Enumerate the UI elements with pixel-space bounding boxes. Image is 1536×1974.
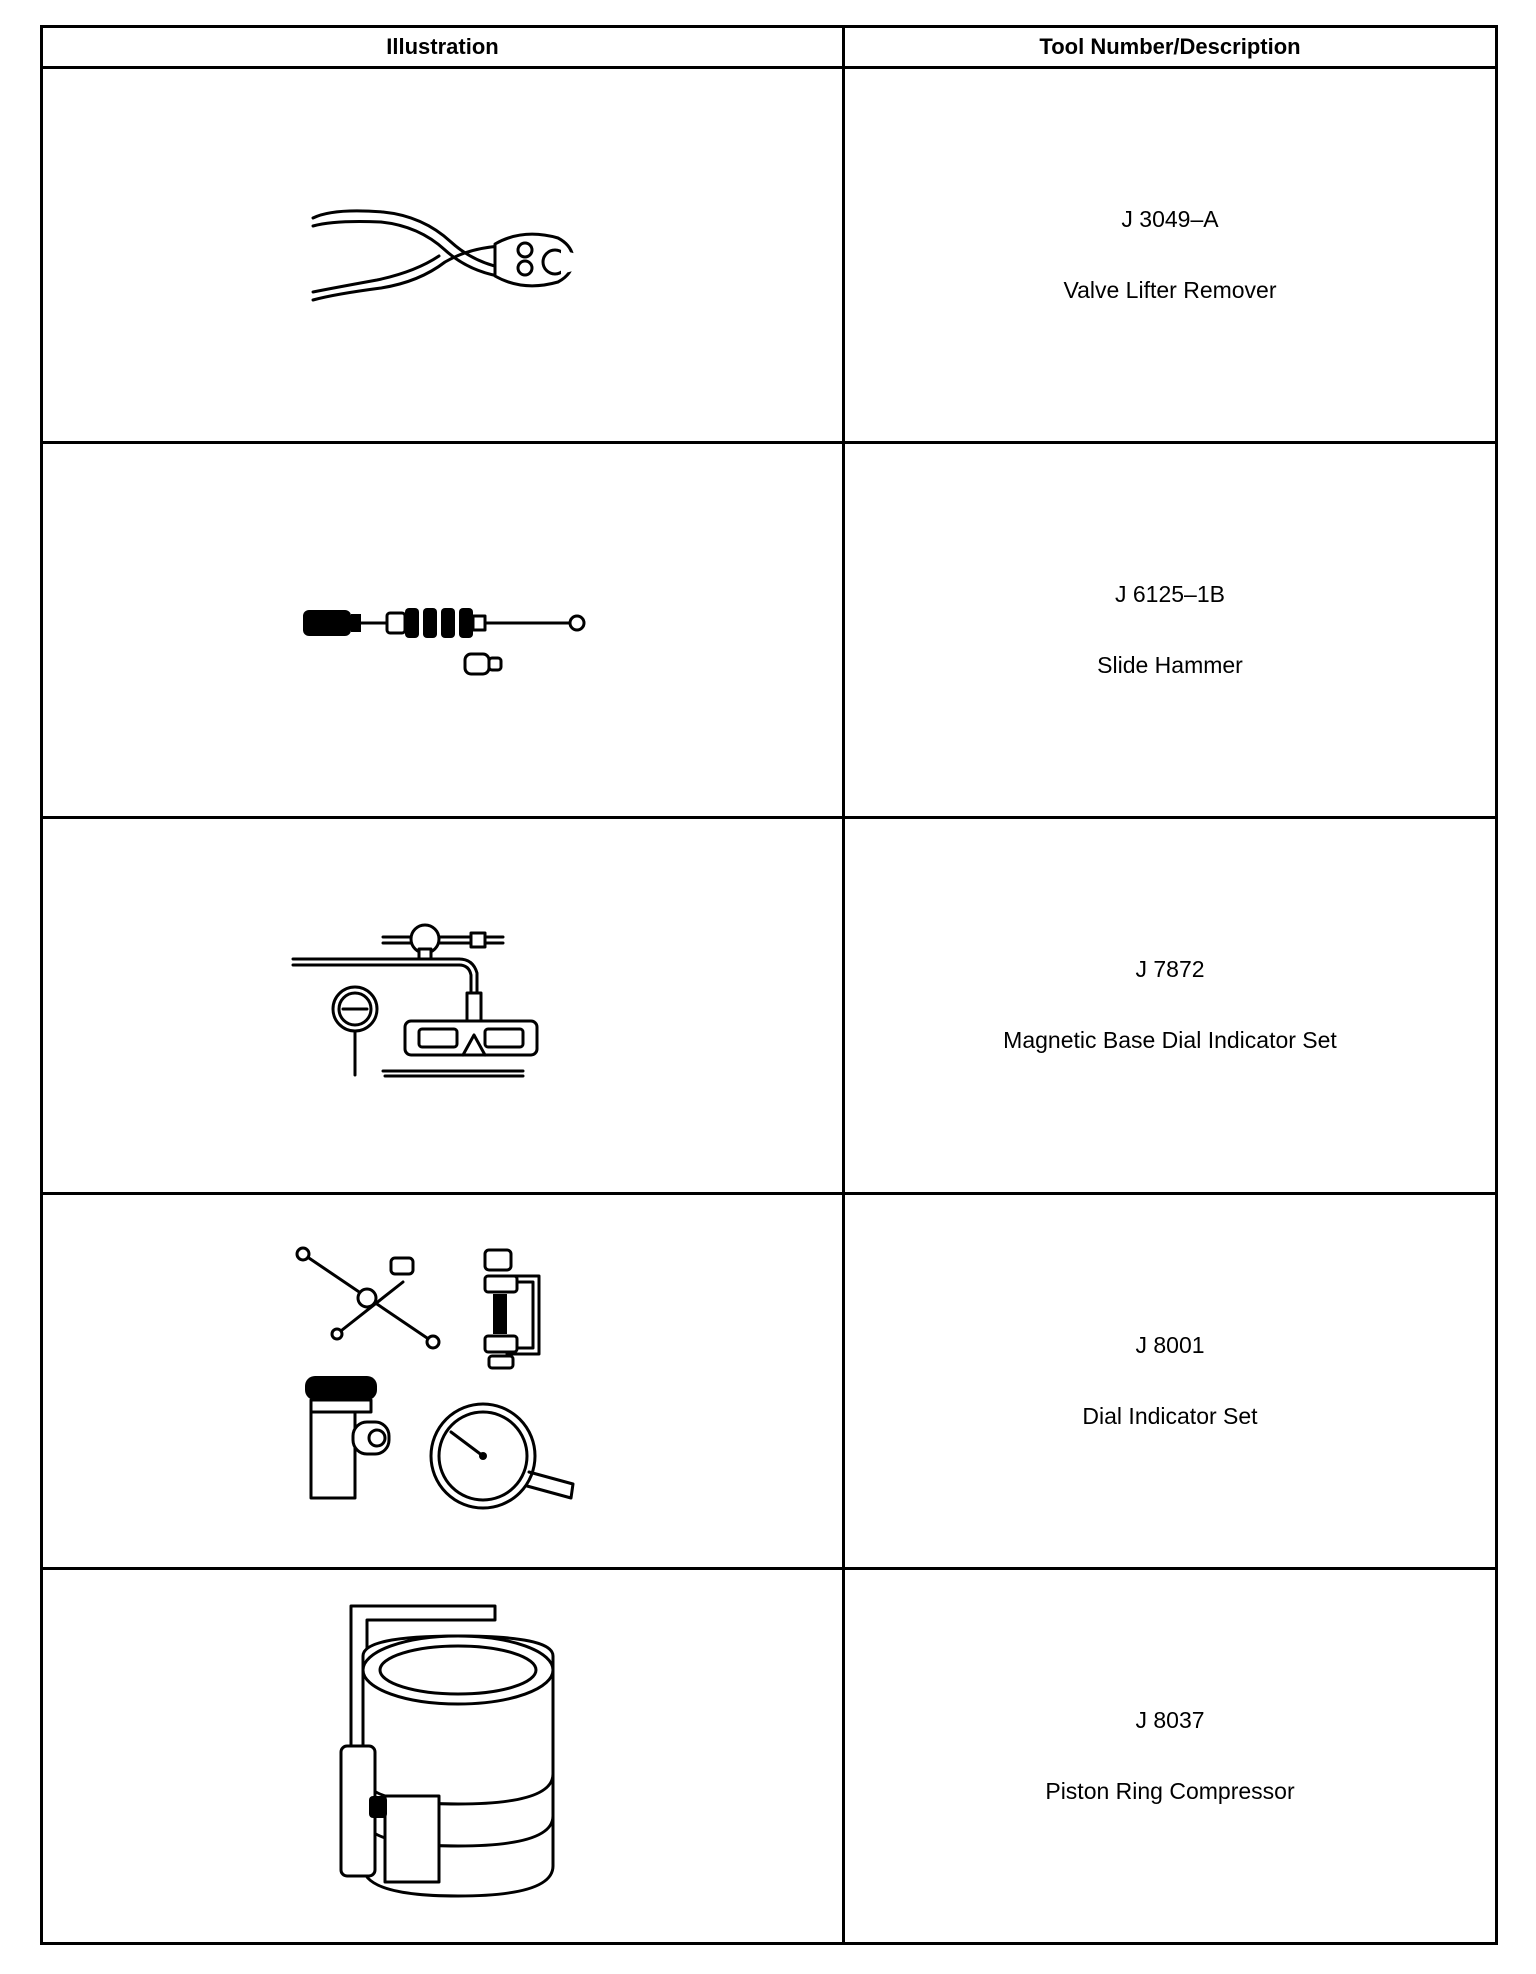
illustration-cell [42, 818, 844, 1193]
illustration-cell [42, 1193, 844, 1568]
tool-description: Dial Indicator Set [1082, 1402, 1258, 1429]
special-tools-table [40, 25, 1498, 1945]
tool-number: J 6125–1B [1115, 581, 1225, 608]
tool-description: Piston Ring Compressor [1045, 1777, 1295, 1804]
dial-indicator-set-icon [283, 1236, 603, 1526]
description-cell [844, 1568, 1497, 1943]
piston-ring-compressor-icon [293, 1596, 593, 1916]
magnetic-base-dial-indicator-icon [273, 915, 613, 1095]
description-cell [844, 818, 1497, 1193]
description-cell [844, 1193, 1497, 1568]
tool-number: J 3049–A [1121, 206, 1219, 233]
table-row [42, 1568, 1497, 1943]
illustration-cell [42, 443, 844, 818]
illustration-cell [42, 68, 844, 443]
description-cell [844, 443, 1497, 818]
description-cell [844, 68, 1497, 443]
tool-number: J 8001 [1135, 1331, 1205, 1358]
pliers-icon [273, 170, 613, 340]
illustration-cell [42, 1568, 844, 1943]
table-row [42, 818, 1497, 1193]
tool-number: J 8037 [1135, 1706, 1205, 1733]
table-row [42, 68, 1497, 443]
tool-number: J 7872 [1135, 956, 1205, 983]
header-illustration: Illustration [42, 27, 844, 68]
header-row [42, 27, 1497, 68]
table-row [42, 1193, 1497, 1568]
tool-description: Magnetic Base Dial Indicator Set [1003, 1027, 1337, 1054]
tool-description: Slide Hammer [1097, 652, 1243, 679]
header-tool-description: Tool Number/Description [844, 27, 1497, 68]
tool-description: Valve Lifter Remover [1063, 277, 1277, 304]
table-row [42, 443, 1497, 818]
slide-hammer-icon [273, 570, 613, 690]
